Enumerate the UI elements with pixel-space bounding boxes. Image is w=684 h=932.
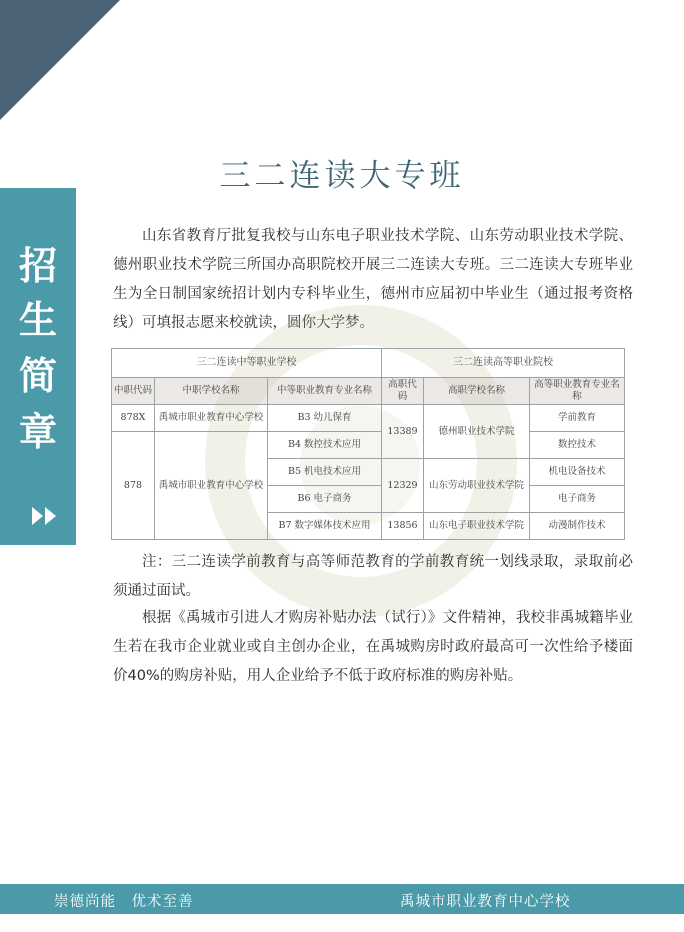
table-cell: 13856: [382, 513, 424, 540]
housing-subsidy-paragraph: 根据《禹城市引进人才购房补贴办法（试行）》文件精神，我校非禹城籍毕业生若在我市企业就业或自主创办企业，在禹城购房时政府最高可一次性给予楼面价40%的购房补贴，用人企业给予不低于政府标准的购房补贴。: [113, 610, 633, 684]
table-cell: 德州职业技术学院: [424, 405, 530, 459]
table-cell: B4 数控技术应用: [268, 432, 382, 459]
table-group-header-row: [112, 349, 625, 378]
intro-paragraph: 山东省教育厅批复我校与山东电子职业技术学院、山东劳动职业技术学院、德州职业技术学院三所国办高职院校开展三二连读大专班。三二连读大专班毕业生为全日制国家统招计划内专科毕业生，德州市应届初中毕业生（通过报考资格线）可填报志愿来校就读，圆你大学梦。: [113, 228, 633, 331]
program-table: [111, 348, 625, 540]
table-cell: B3 幼儿保育: [268, 405, 382, 432]
table-row: [112, 432, 625, 459]
double-chevron-right-icon: [30, 505, 60, 527]
table-column-header: 中等职业教育专业名称: [268, 378, 382, 405]
table-column-header: 中职学校名称: [155, 378, 268, 405]
table-cell: 机电设备技术: [530, 459, 625, 486]
corner-decoration: [0, 0, 120, 120]
table-cell: 学前教育: [530, 405, 625, 432]
table-cell: 878: [112, 432, 155, 540]
table-cell: B7 数字媒体技术应用: [268, 513, 382, 540]
table-column-header: 高职代码: [382, 378, 424, 405]
note-paragraph: 注：三二连读学前教育与高等师范教育的学前教育统一划线录取，录取前必须通过面试。: [113, 554, 633, 599]
footer-motto: 崇德尚能 优术至善: [54, 894, 194, 910]
footer-school-name: 禹城市职业教育中心学校: [400, 894, 571, 910]
table-cell: 动漫制作技术: [530, 513, 625, 540]
table-cell: 878X: [112, 405, 155, 432]
table-cell: 13389: [382, 405, 424, 459]
side-tab-char: 生: [18, 298, 57, 342]
table-cell: 禹城市职业教育中心学校: [155, 432, 268, 540]
table-row: [112, 405, 625, 432]
table-cell: B6 电子商务: [268, 486, 382, 513]
table-group-header: 三二连读中等职业学校: [112, 349, 382, 378]
table-column-header: 高职学校名称: [424, 378, 530, 405]
side-tab-char: 章: [18, 410, 57, 454]
table-column-header: 高等职业教育专业名称: [530, 378, 625, 405]
table-cell: 电子商务: [530, 486, 625, 513]
footer-bar: [0, 884, 684, 914]
table-column-header: 中职代码: [112, 378, 155, 405]
table-cell: 12329: [382, 459, 424, 513]
side-tab-char: 招: [18, 244, 57, 288]
table-cell: 数控技术: [530, 432, 625, 459]
table-cell: B5 机电技术应用: [268, 459, 382, 486]
side-tab: [0, 188, 76, 545]
page-title: 三二连读大专班: [219, 158, 465, 194]
side-tab-char: 简: [18, 354, 57, 398]
table-group-header: 三二连读高等职业院校: [382, 349, 625, 378]
table-cell: 禹城市职业教育中心学校: [155, 405, 268, 432]
table-cell: 山东劳动职业技术学院: [424, 459, 530, 513]
table-column-header-row: [112, 378, 625, 405]
table-cell: 山东电子职业技术学院: [424, 513, 530, 540]
